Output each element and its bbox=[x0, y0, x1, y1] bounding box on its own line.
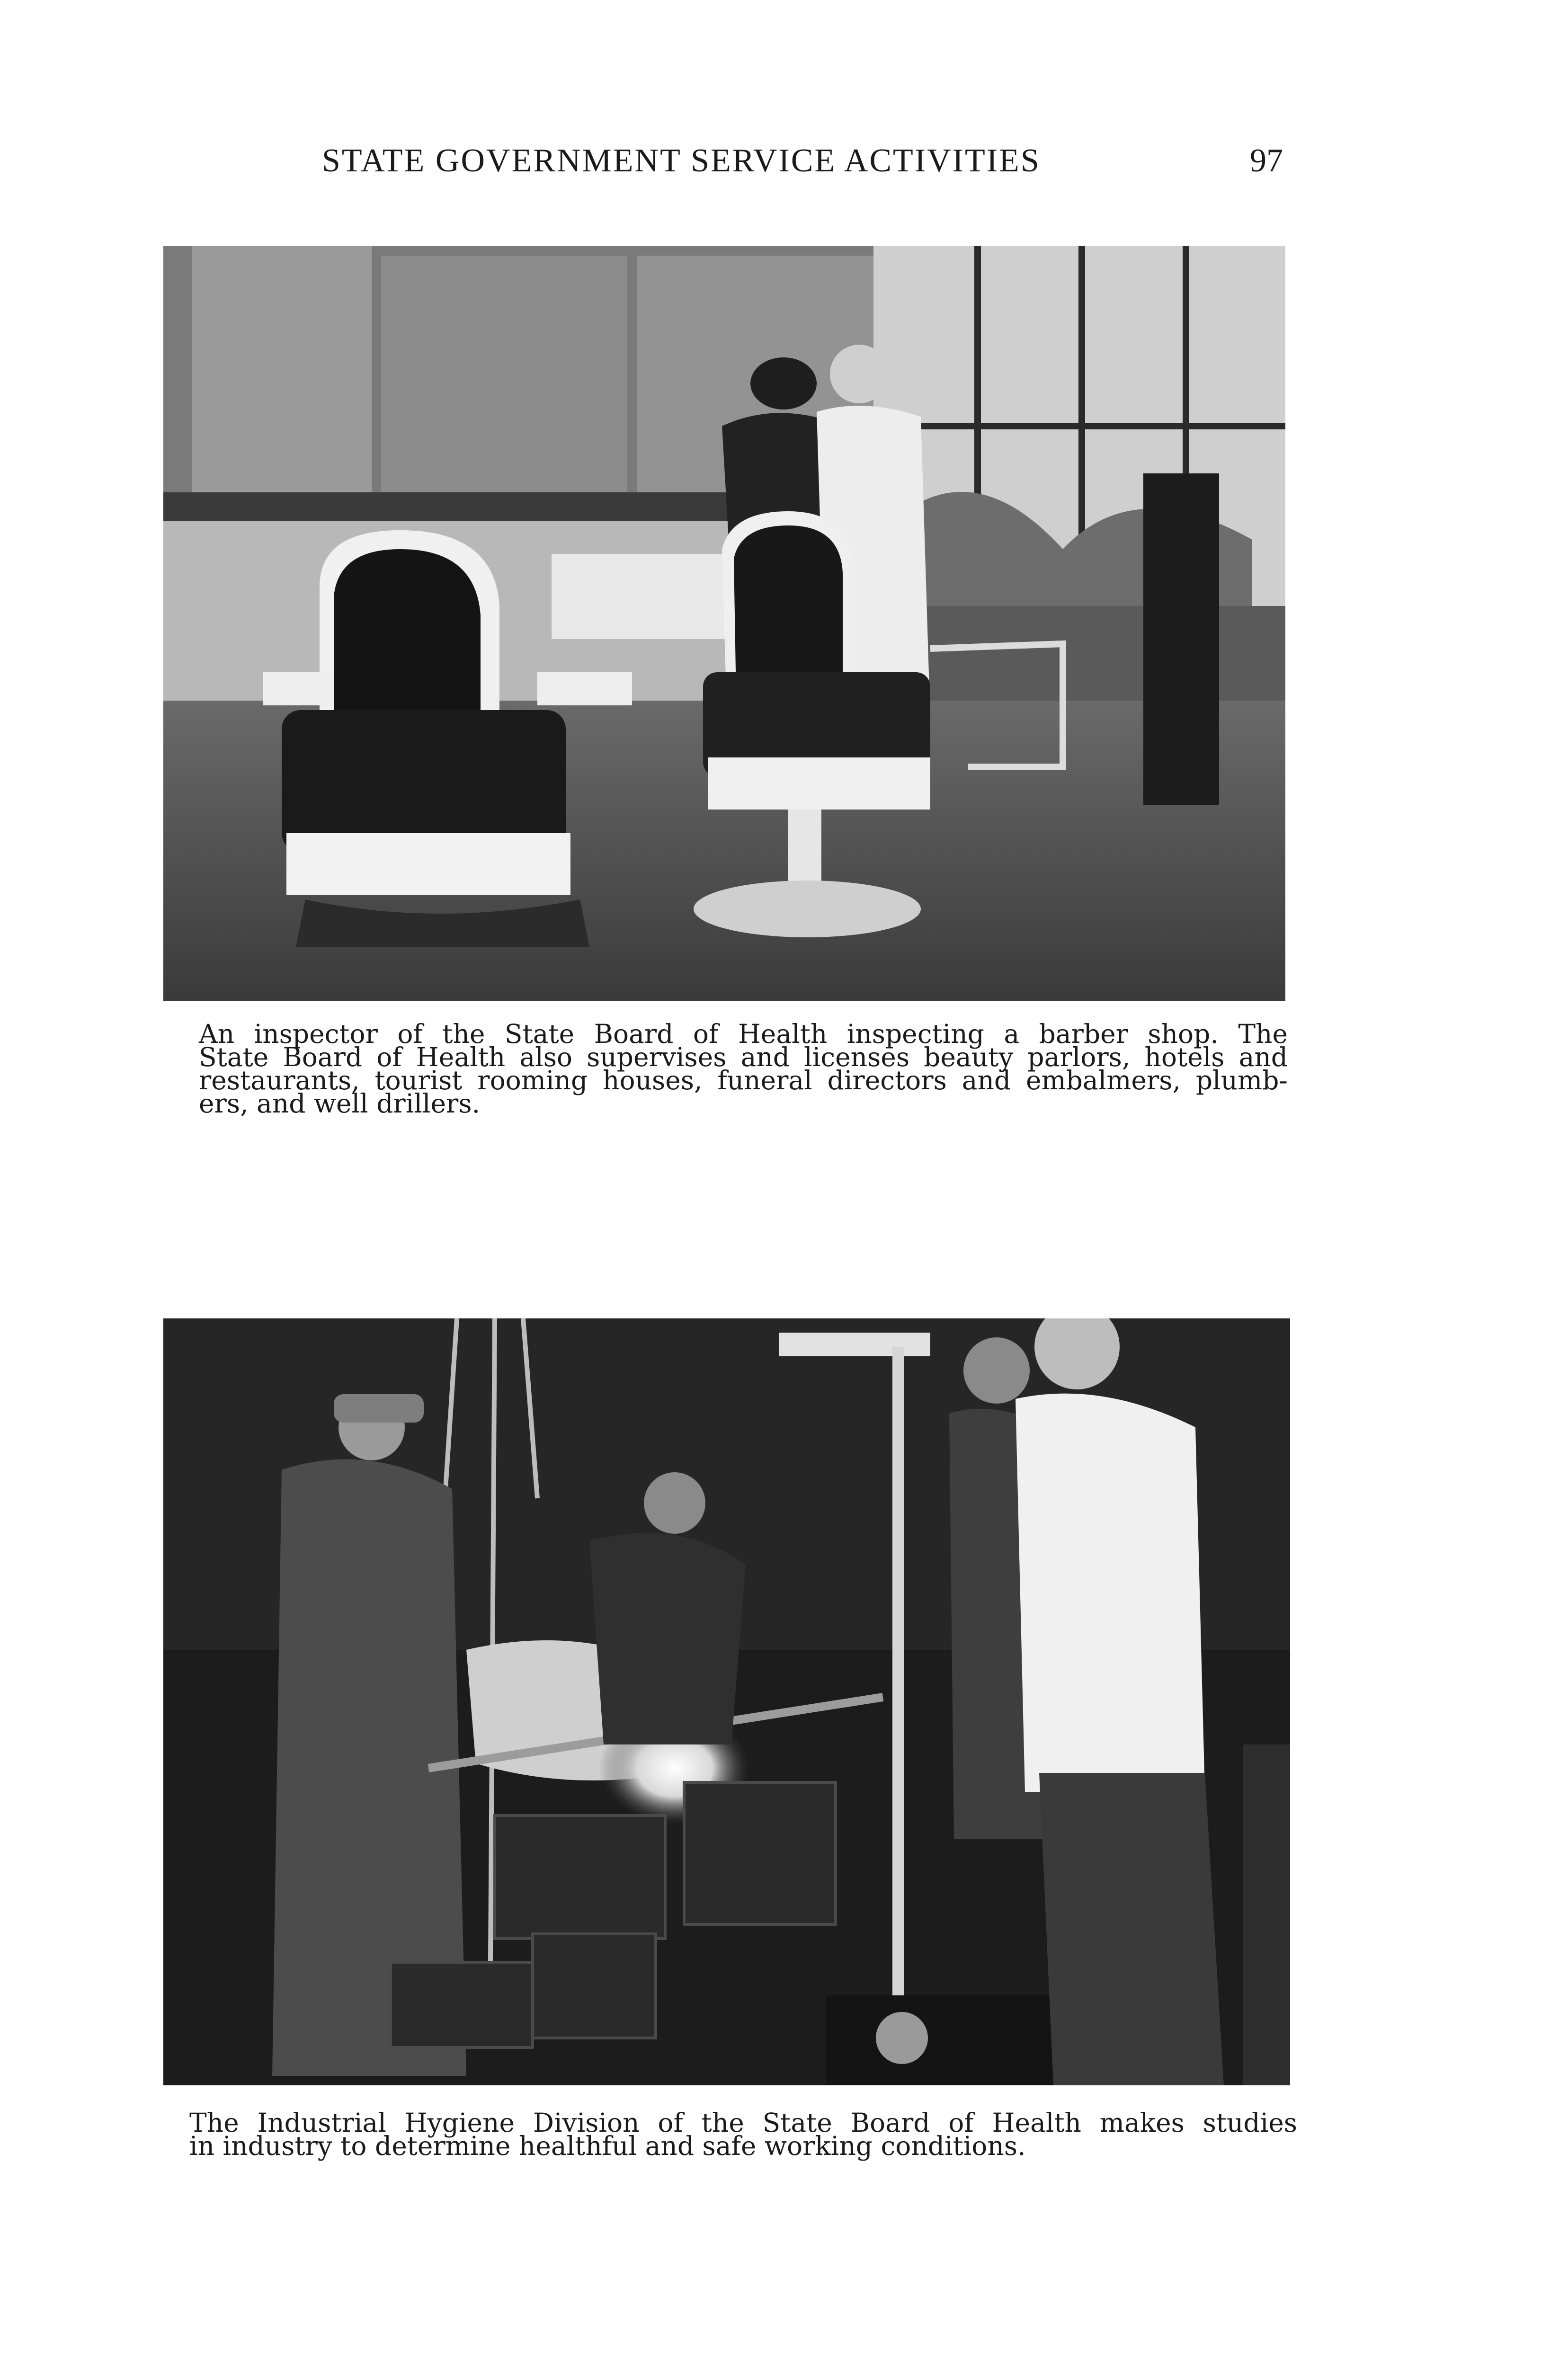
barber-shop-photo bbox=[163, 246, 1285, 1001]
page-header bbox=[0, 142, 1568, 194]
barber-shop-caption bbox=[199, 1019, 1288, 1119]
running-title: STATE GOVERNMENT SERVICE ACTIVITIES bbox=[322, 142, 1041, 179]
foundry-photo bbox=[163, 1318, 1290, 2085]
caption-line: restaurants, tourist rooming houses, funeral directors and embalmers, plumb- bbox=[199, 1065, 1288, 1095]
caption-line: The Industrial Hygiene Division of the State Board of Health makes studies bbox=[189, 2108, 1297, 2138]
caption-line: State Board of Health also supervises and licenses beauty parlors, hotels and bbox=[199, 1042, 1288, 1072]
caption-line: ers, and well drillers. bbox=[199, 1088, 481, 1119]
caption-line: An inspector of the State Board of Health inspecting a barber shop. The bbox=[199, 1019, 1288, 1049]
page-number: 97 bbox=[1250, 142, 1283, 179]
foundry-caption bbox=[189, 2108, 1297, 2161]
caption-line: in industry to determine healthful and safe working conditions. bbox=[189, 2131, 1026, 2161]
